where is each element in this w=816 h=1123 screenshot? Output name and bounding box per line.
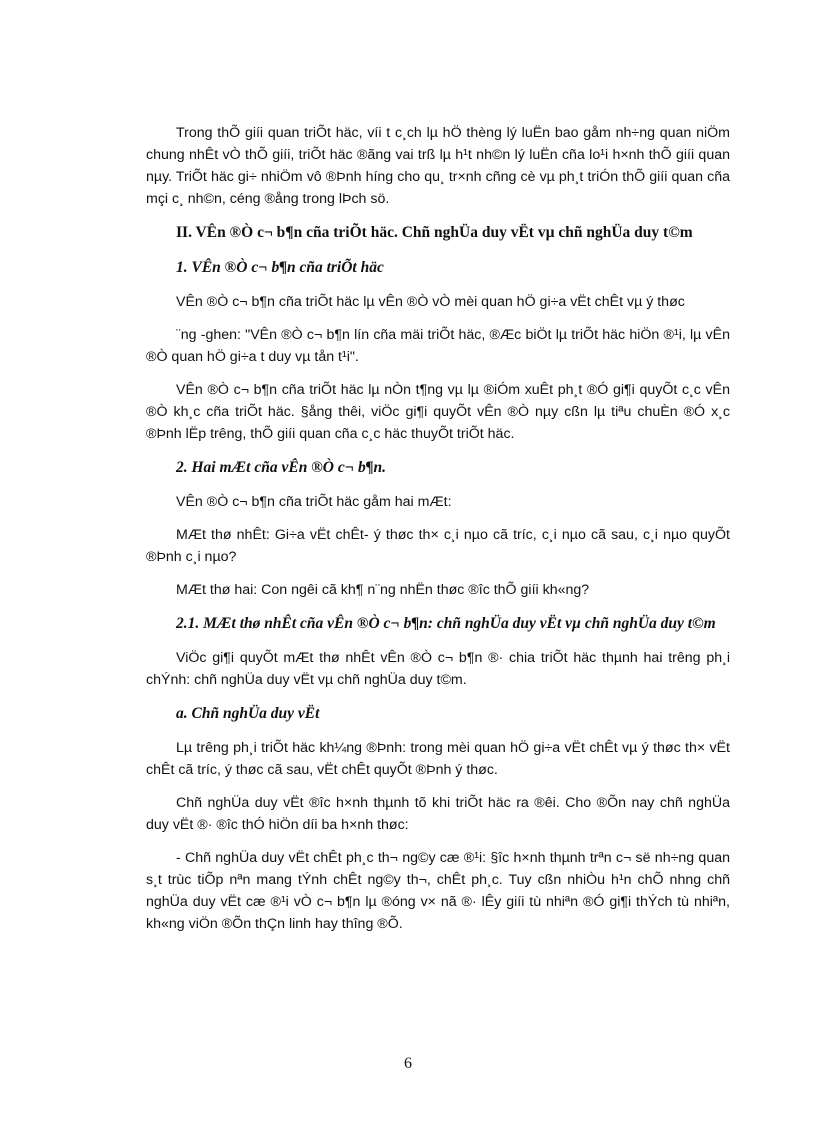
paragraph-intro: Trong thÕ giíi quan triÕt häc, víi t c¸ch lµ hÖ thèng lý luËn bao gåm nh÷ng quan niÖm chung nhÊt vÒ thÕ giíi, triÕt häc ®ãng vai trß lµ h¹t nh©n lý luËn cña lo¹i h×nh thÕ giíi quan nµy. TriÕt häc gi÷ nhiÖm vô ®Þnh híng cho qu¸ tr×nh cñng cè vµ ph¸t triÓn thÕ giíi quan cña mçi c¸ nh©n, céng ®ång trong lÞch sö. [146,125,730,207]
subsection-heading-2: 2. Hai mÆt cña vÊn ®Ò c¬ b¶n. [176,459,386,476]
subsection-heading-1: 1. VÊn ®Ò c¬ b¶n cña triÕt häc [176,259,384,276]
subsection-heading-a: a. Chñ nghÜa duy vËt [176,705,320,722]
paragraph-second-side: MÆt thø hai: Con ngêi cã kh¶ n¨ng nhËn thøc ®îc thÕ giíi kh«ng? [176,582,590,598]
document-body [146,122,730,935]
paragraph-first-side: MÆt thø nhÊt: Gi÷a vËt chÊt- ý thøc th× c¸i nµo cã tríc, c¸i nµo cã sau, c¸i nµo quyÕt ®Þnh c¸i nµo? [146,527,730,565]
subsection-heading-2-1: 2.1. MÆt thø nhÊt cña vÊn ®Ò c¬ b¶n: chñ nghÜa duy vËt vµ chñ nghÜa duy t©m [176,615,716,632]
paragraph-engels-quote: ¨ng -ghen: "VÊn ®Ò c¬ b¶n lín cña mäi triÕt häc, ®Æc biÖt lµ triÕt häc hiÖn ®¹i, lµ vÊn ®Ò quan hÖ gi÷a t duy vµ tån t¹i". [146,327,730,365]
paragraph-two-schools: ViÖc gi¶i quyÕt mÆt thø nhÊt vÊn ®Ò c¬ b¶n ®· chia triÕt häc thµnh hai trêng ph¸i chÝnh: chñ nghÜa duy vËt vµ chñ nghÜa duy t©m. [146,650,730,688]
paragraph-ancient-materialism: - Chñ nghÜa duy vËt chÊt ph¸c th¬ ng©y cæ ®¹i: §îc h×nh thµnh trªn c¬ së nh÷ng quan s¸t trùc tiÕp nªn mang tÝnh chÊt ng©y th¬, chÊt ph¸c. Tuy cßn nhiÒu h¹n chÕ nhng chñ nghÜa duy vËt cæ ®¹i vÒ c¬ b¶n lµ ®óng v× nã ®· lÊy giíi tù nhiªn ®Ó gi¶i thÝch tù nhiªn, kh«ng viÖn ®Õn thÇn linh hay thîng ®Õ. [146,850,730,932]
section-heading-ii: II. VÊn ®Ò c¬ b¶n cña triÕt häc. Chñ nghÜa duy vËt vµ chñ nghÜa duy t©m [176,224,693,241]
paragraph-basic-problem: VÊn ®Ò c¬ b¶n cña triÕt häc lµ vÊn ®Ò vÒ mèi quan hÖ gi÷a vËt chÊt vµ ý thøc [176,294,685,310]
paragraph-materialism-def: Lµ trêng ph¸i triÕt häc kh¼ng ®Þnh: trong mèi quan hÖ gi÷a vËt chÊt vµ ý thøc th× vËt chÊt cã tríc, ý thøc cã sau, vËt chÊt quyÕt ®Þnh ý thøc. [146,740,730,778]
paragraph-foundation: VÊn ®Ò c¬ b¶n cña triÕt häc lµ nÒn t¶ng vµ lµ ®iÓm xuÊt ph¸t ®Ó gi¶i quyÕt c¸c vÊn ®Ò kh¸c cña triÕt häc. §ång thêi, viÖc gi¶i quyÕt vÊn ®Ò nµy cßn lµ tiªu chuÈn ®Ó x¸c ®Þnh lËp trêng, thÕ giíi quan cña c¸c häc thuyÕt triÕt häc. [146,382,730,442]
paragraph-three-forms: Chñ nghÜa duy vËt ®îc h×nh thµnh tõ khi triÕt häc ra ®êi. Cho ®Õn nay chñ nghÜa duy vËt ®· ®îc thÓ hiÖn díi ba h×nh thøc: [146,795,730,833]
page-number: 6 [404,1055,412,1072]
paragraph-two-sides: VÊn ®Ò c¬ b¶n cña triÕt häc gåm hai mÆt: [176,494,452,510]
